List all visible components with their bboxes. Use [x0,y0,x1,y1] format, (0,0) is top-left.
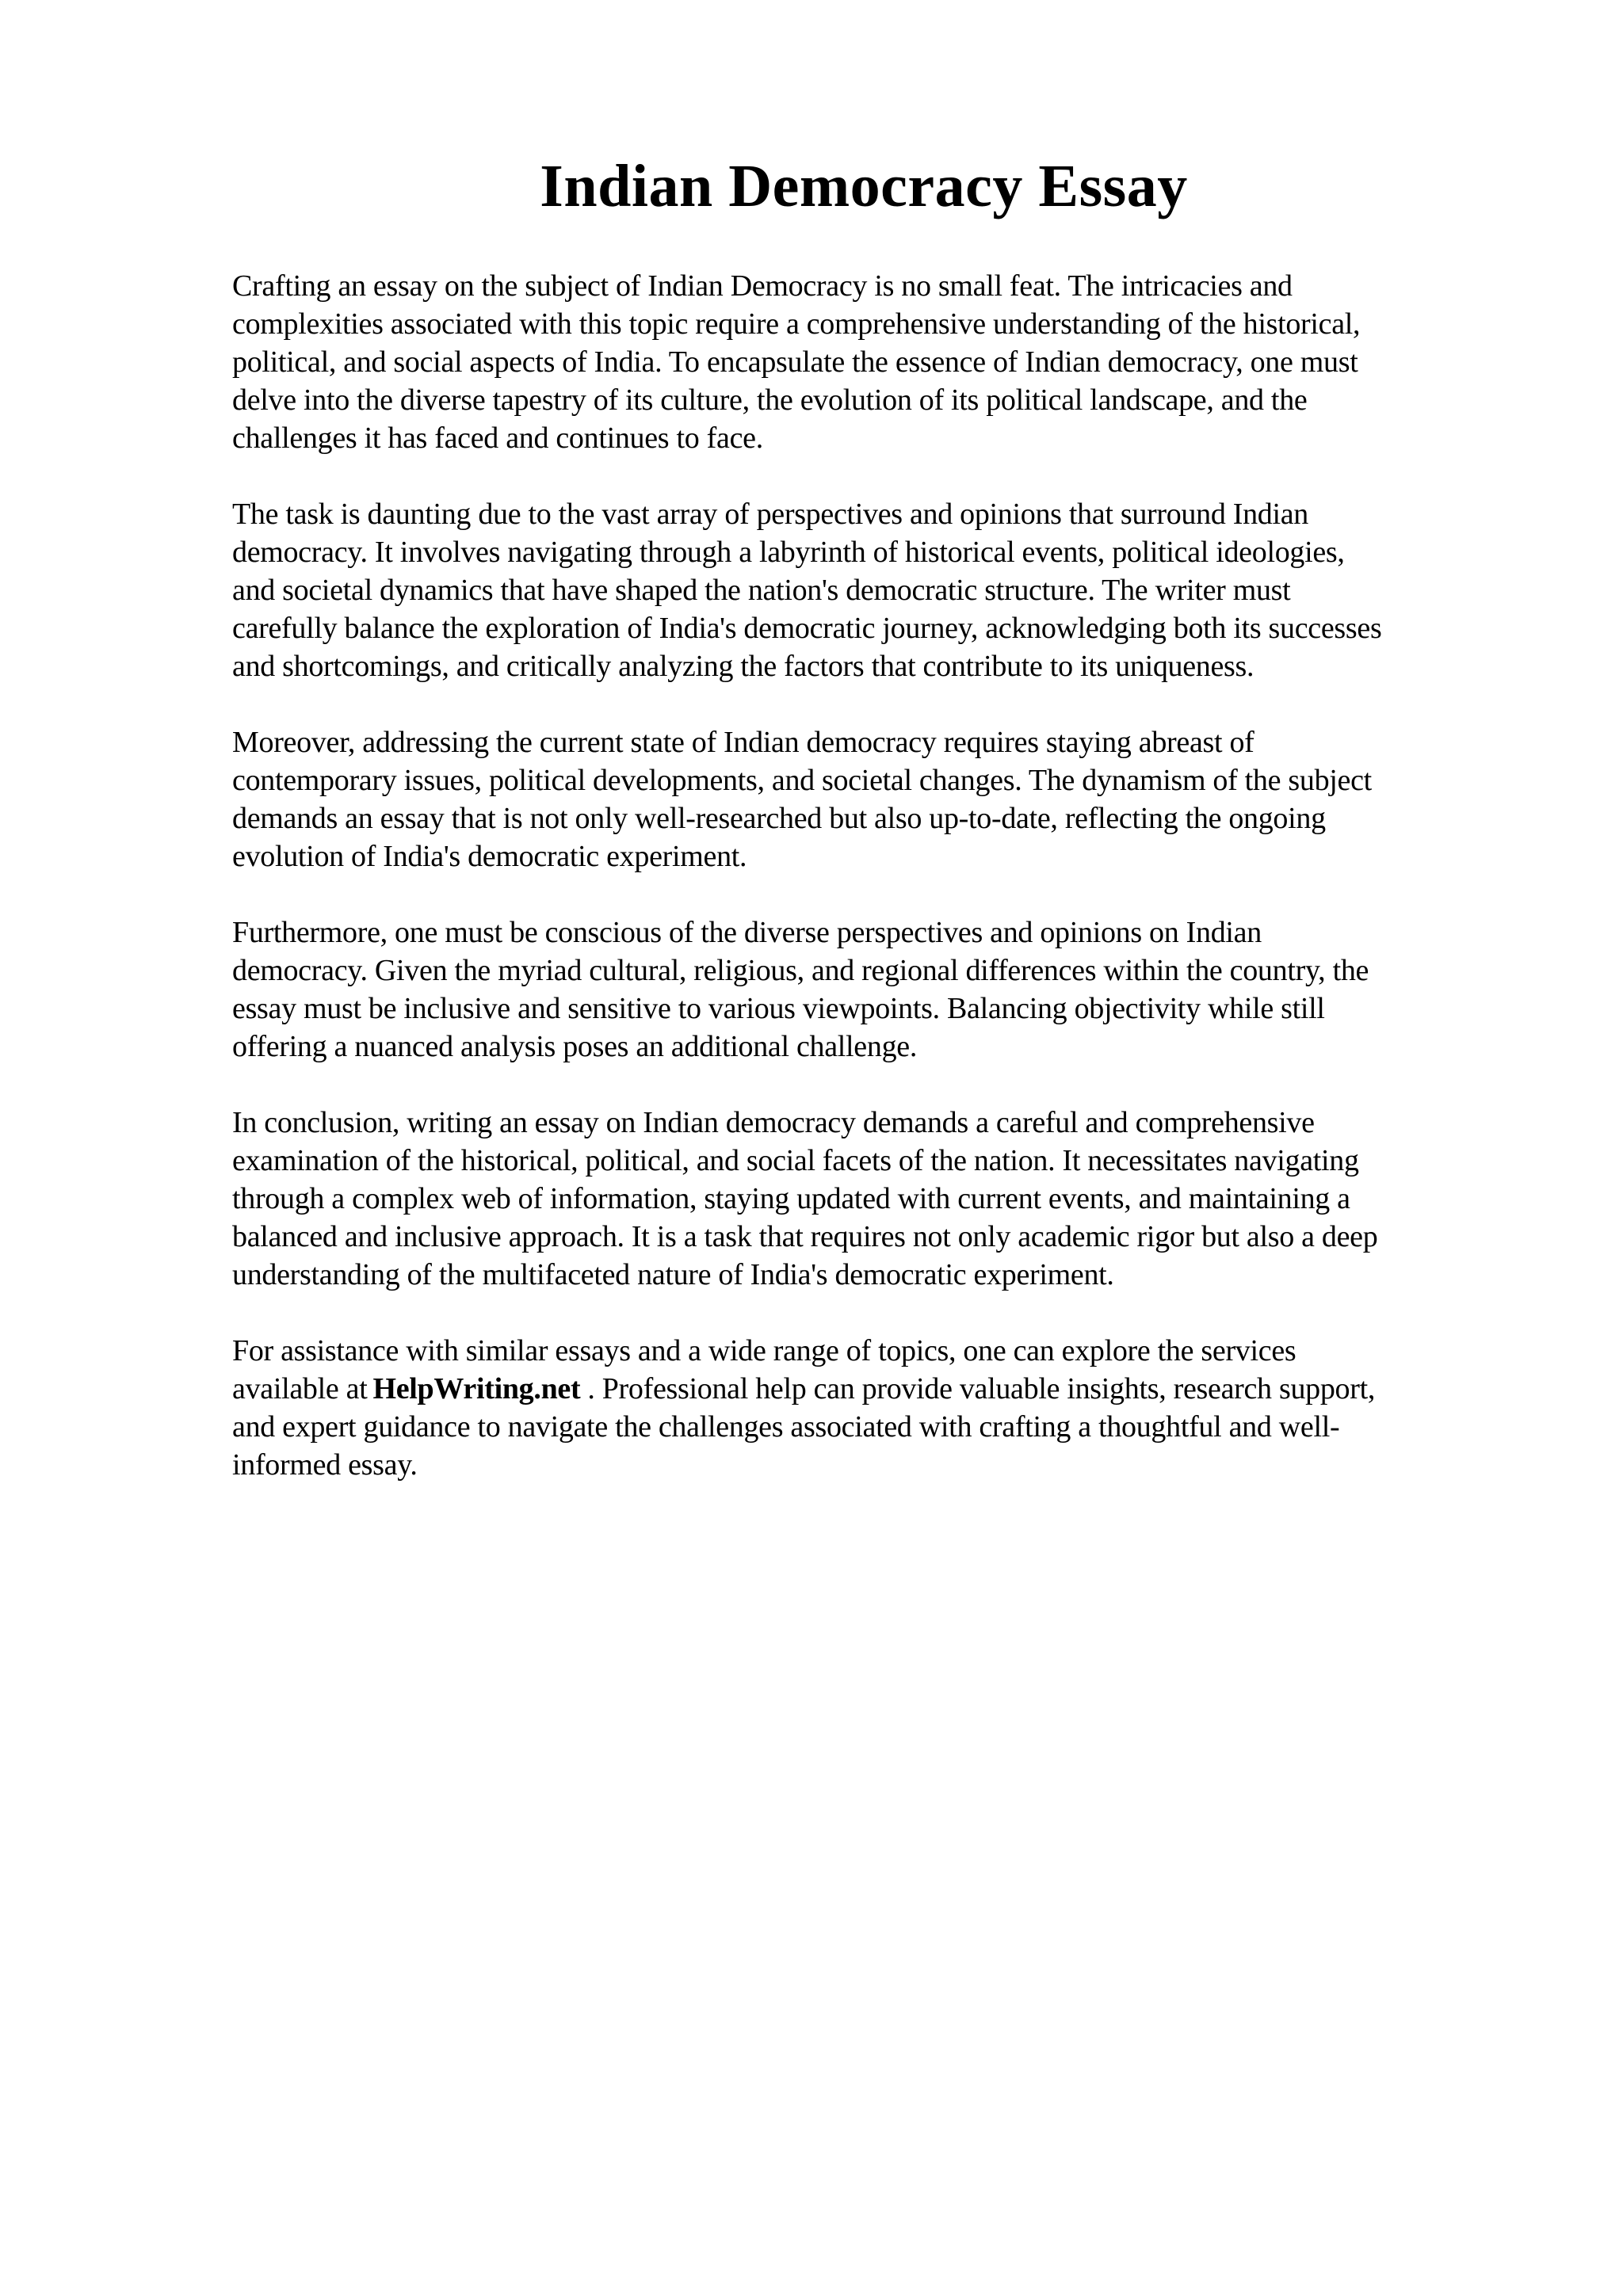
paragraph-1-line-4: delve into the diverse tapestry of its culture, the evolution of its political landscape, and the [232,383,1308,417]
document-title: Indian Democracy Essay [540,153,1188,219]
document-body [232,267,1495,1484]
paragraph-2-line-1: The task is daunting due to the vast array of perspectives and opinions that surround Indian [232,498,1309,531]
paragraph-5-line-1: In conclusion, writing an essay on Indian democracy demands a careful and comprehensive [232,1106,1315,1139]
paragraph-3-line-4: evolution of India's democratic experiment. [232,840,747,873]
paragraph-5-line-4: balanced and inclusive approach. It is a task that requires not only academic rigor but also a deep [232,1220,1378,1253]
paragraph-3 [232,723,1495,875]
paragraph-5-line-5: understanding of the multifaceted nature of India's democratic experiment. [232,1258,1114,1291]
paragraph-2-line-5: and shortcomings, and critically analyzing the factors that contribute to its uniqueness. [232,650,1254,683]
document-content [232,151,1495,1522]
paragraph-3-line-1: Moreover, addressing the current state of Indian democracy requires staying abreast of [232,726,1254,759]
paragraph-2 [232,495,1495,685]
paragraph-4-line-3: essay must be inclusive and sensitive to various viewpoints. Balancing objectivity while still [232,992,1325,1025]
paragraph-5-line-3: through a complex web of information, staying updated with current events, and maintaining a [232,1182,1350,1215]
paragraph-6-line-1: For assistance with similar essays and a wide range of topics, one can explore the services [232,1334,1296,1367]
paragraph-4-line-2: democracy. Given the myriad cultural, religious, and regional differences within the country, the [232,954,1369,987]
paragraph-3-line-2: contemporary issues, political developments, and societal changes. The dynamism of the subject [232,764,1372,797]
paragraph-6-line-4: informed essay. [232,1448,418,1482]
paragraph-6-line-2-post: . Professional help can provide valuable insights, research support, [587,1372,1376,1405]
paragraph-2-line-4: carefully balance the exploration of India's democratic journey, acknowledging both its successes [232,612,1382,645]
paragraph-4 [232,913,1495,1066]
paragraph-6-line-2 [232,1370,1495,1408]
paragraph-6-line-2-pre: available at [232,1372,368,1405]
paragraph-2-line-2: democracy. It involves navigating through a labyrinth of historical events, political ideologies, [232,536,1345,569]
helpwriting-net-link[interactable]: HelpWriting.net [372,1372,581,1405]
paragraph-4-line-1: Furthermore, one must be conscious of the diverse perspectives and opinions on Indian [232,916,1262,949]
paragraph-1 [232,267,1495,457]
paragraph-5-line-2: examination of the historical, political, and social facets of the nation. It necessitates navigating [232,1144,1359,1177]
paragraph-1-line-3: political, and social aspects of India. To encapsulate the essence of Indian democracy, one must [232,345,1358,379]
paragraph-6-line-3: and expert guidance to navigate the challenges associated with crafting a thoughtful and well- [232,1410,1340,1444]
paragraph-5 [232,1104,1495,1294]
paragraph-1-line-1: Crafting an essay on the subject of Indian Democracy is no small feat. The intricacies and [232,269,1293,303]
paragraph-1-line-2: complexities associated with this topic require a comprehensive understanding of the historical, [232,307,1361,341]
paragraph-3-line-3: demands an essay that is not only well-researched but also up-to-date, reflecting the ongoing [232,802,1326,835]
paragraph-4-line-4: offering a nuanced analysis poses an additional challenge. [232,1030,918,1063]
paragraph-2-line-3: and societal dynamics that have shaped the nation's democratic structure. The writer must [232,574,1291,607]
paragraph-6 [232,1332,1495,1484]
paragraph-1-line-5: challenges it has faced and continues to face. [232,421,763,455]
